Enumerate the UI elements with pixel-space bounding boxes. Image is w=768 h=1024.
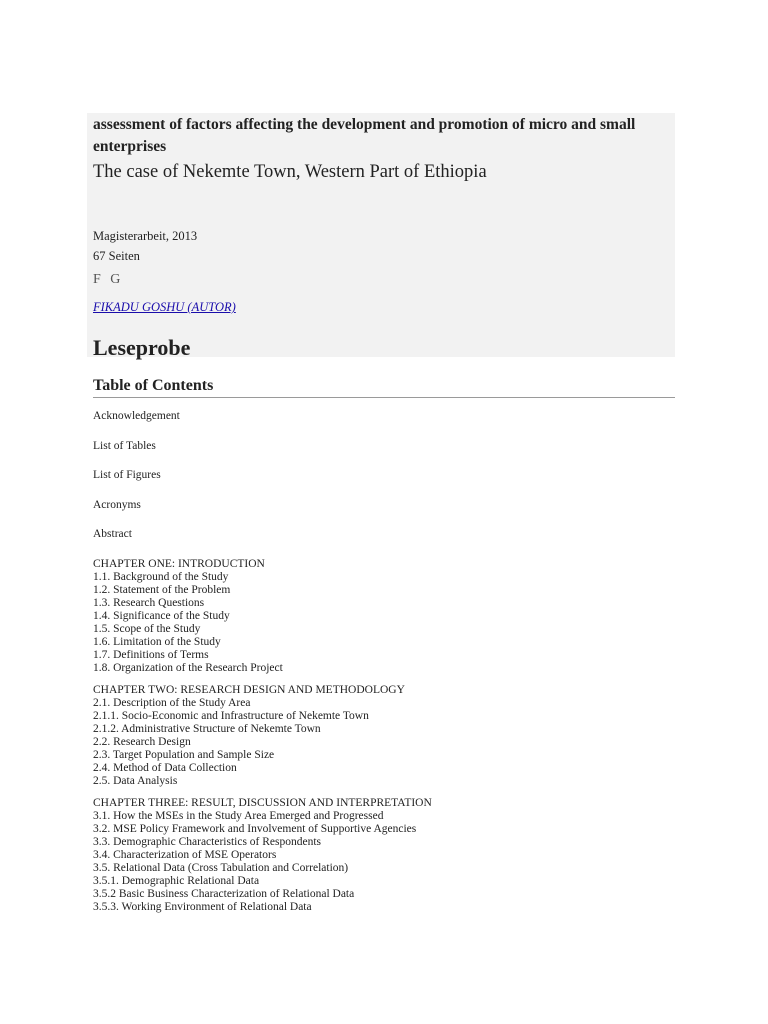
toc-section: 3.1. How the MSEs in the Study Area Emerged and Progressed — [93, 809, 384, 822]
toc-section: 2.1.1. Socio-Economic and Infrastructure of Nekemte Town — [93, 709, 369, 722]
toc-chapter-two — [93, 684, 675, 788]
toc-section: 1.6. Limitation of the Study — [93, 635, 221, 648]
page-content — [93, 113, 675, 923]
document-title: assessment of factors affecting the development and promotion of micro and small enterprises — [93, 116, 636, 155]
toc-section: 3.5.1. Demographic Relational Data — [93, 874, 260, 887]
toc-section: 3.5. Relational Data (Cross Tabulation and Correlation) — [93, 861, 349, 874]
document-type: Magisterarbeit, 2013 — [93, 229, 198, 243]
document-subtitle: The case of Nekemte Town, Western Part of Ethiopia — [93, 162, 487, 182]
toc-section: 1.8. Organization of the Research Project — [93, 661, 283, 674]
author-link[interactable]: FIKADU GOSHU (AUTOR) — [93, 300, 236, 314]
author-initials: F G — [93, 272, 124, 287]
toc-chapter-title: CHAPTER THREE: RESULT, DISCUSSION AND INTERPRETATION — [93, 796, 432, 809]
toc-section: 1.5. Scope of the Study — [93, 622, 201, 635]
toc-entry-acronyms: Acronyms — [93, 498, 141, 511]
toc-chapter-title: CHAPTER TWO: RESEARCH DESIGN AND METHODOLOGY — [93, 683, 405, 696]
toc-section: 1.3. Research Questions — [93, 596, 205, 609]
toc-section: 1.7. Definitions of Terms — [93, 648, 209, 661]
toc-chapter-title: CHAPTER ONE: INTRODUCTION — [93, 557, 265, 570]
toc-section: 3.5.2 Basic Business Characterization of Relational Data — [93, 887, 355, 900]
toc-section: 2.5. Data Analysis — [93, 774, 178, 787]
toc-chapter-three — [93, 797, 675, 914]
toc-entry-list-of-figures: List of Figures — [93, 469, 161, 481]
toc-section: 2.1.2. Administrative Structure of Nekemte Town — [93, 722, 321, 735]
toc-entry-abstract: Abstract — [93, 528, 132, 540]
toc-entry-list-of-tables: List of Tables — [93, 439, 156, 452]
page-count: 67 Seiten — [93, 249, 140, 263]
toc-section: 3.4. Characterization of MSE Operators — [93, 848, 277, 861]
toc-section: 2.2. Research Design — [93, 735, 191, 748]
table-of-contents — [93, 410, 675, 914]
toc-section: 2.1. Description of the Study Area — [93, 696, 251, 709]
toc-heading: Table of Contents — [93, 375, 675, 398]
toc-section: 2.3. Target Population and Sample Size — [93, 748, 275, 761]
toc-section: 1.1. Background of the Study — [93, 570, 229, 583]
toc-entry-acknowledgement: Acknowledgement — [93, 410, 180, 422]
preview-heading: Leseprobe — [93, 335, 191, 360]
toc-chapter-one — [93, 558, 675, 675]
toc-section: 3.2. MSE Policy Framework and Involvement of Supportive Agencies — [93, 822, 417, 835]
toc-section: 3.5.3. Working Environment of Relational Data — [93, 900, 312, 913]
toc-section: 1.4. Significance of the Study — [93, 609, 230, 622]
toc-section: 1.2. Statement of the Problem — [93, 583, 231, 596]
toc-section: 3.3. Demographic Characteristics of Respondents — [93, 835, 322, 848]
toc-section: 2.4. Method of Data Collection — [93, 761, 237, 774]
